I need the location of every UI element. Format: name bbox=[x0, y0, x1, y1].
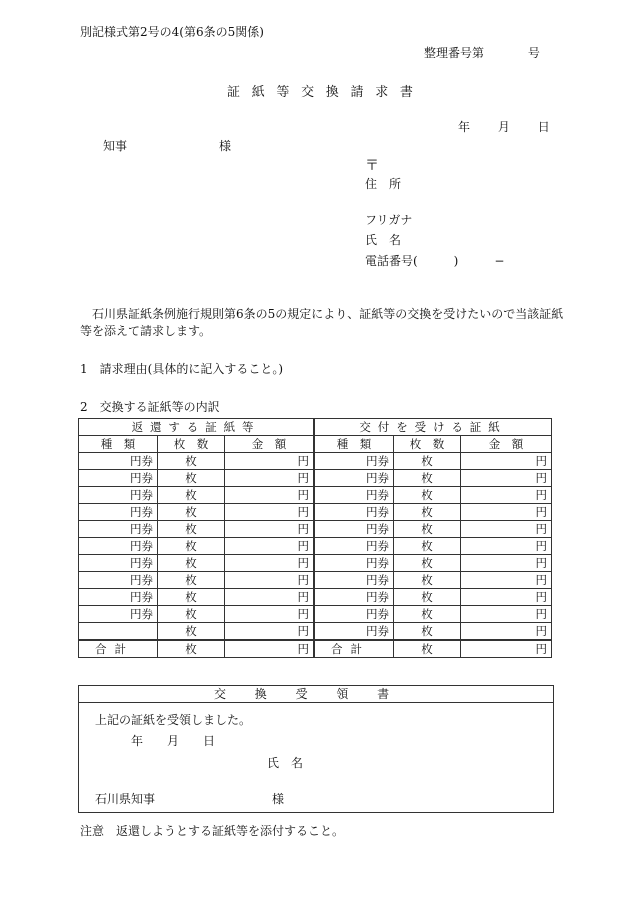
note: 注意 返還しようとする証紙等を添付すること。 bbox=[80, 824, 345, 838]
request-text-line1: 石川県証紙条例施行規則第6条の5の規定により、証紙等の交換を受けたいので当該証紙 bbox=[92, 307, 564, 321]
receive-amount-cell: 円 bbox=[461, 453, 552, 470]
receive-type-cell: 円券 bbox=[314, 572, 394, 589]
col-count: 枚 数 bbox=[394, 436, 461, 453]
receive-count-cell: 枚 bbox=[394, 623, 461, 641]
receive-amount-cell: 円 bbox=[461, 606, 552, 623]
receive-count-cell: 枚 bbox=[394, 487, 461, 504]
receive-amount-cell: 円 bbox=[461, 572, 552, 589]
receive-type-cell: 円券 bbox=[314, 589, 394, 606]
page-title: 証紙等交換請求書 bbox=[227, 85, 425, 100]
receive-count-cell: 枚 bbox=[394, 589, 461, 606]
receive-count-cell: 枚 bbox=[394, 538, 461, 555]
return-amount-cell: 円 bbox=[225, 589, 315, 606]
receive-type-cell: 円券 bbox=[314, 487, 394, 504]
return-type-cell: 円券 bbox=[79, 589, 158, 606]
receive-type-cell: 円券 bbox=[314, 538, 394, 555]
addressee: 知事 bbox=[103, 139, 128, 153]
table-row bbox=[79, 538, 552, 555]
section-reason: 1 請求理由(具体的に記入すること。) bbox=[80, 362, 283, 376]
col-amount: 金 額 bbox=[225, 436, 315, 453]
receive-type-cell: 円券 bbox=[314, 555, 394, 572]
receive-amount-cell: 円 bbox=[461, 589, 552, 606]
return-header: 返還する証紙等 bbox=[79, 419, 315, 436]
receive-type-cell: 円券 bbox=[314, 470, 394, 487]
receive-count-cell: 枚 bbox=[394, 504, 461, 521]
receive-count-cell: 枚 bbox=[394, 453, 461, 470]
return-type-cell: 円券 bbox=[79, 487, 158, 504]
return-count-cell: 枚 bbox=[158, 521, 225, 538]
return-count-cell: 枚 bbox=[158, 453, 225, 470]
return-count-cell: 枚 bbox=[158, 606, 225, 623]
col-count: 枚 数 bbox=[158, 436, 225, 453]
reference-number-label: 整理番号第 bbox=[424, 46, 485, 60]
furigana-label: フリガナ bbox=[365, 213, 413, 227]
return-amount-cell: 円 bbox=[225, 623, 315, 641]
receipt-name-label: 氏 名 bbox=[267, 756, 304, 770]
table-row bbox=[79, 487, 552, 504]
total-label: 合計 bbox=[79, 640, 158, 658]
return-type-cell: 円券 bbox=[79, 572, 158, 589]
return-count-cell: 枚 bbox=[158, 487, 225, 504]
receipt-honorific: 様 bbox=[272, 792, 285, 806]
return-type-cell: 円券 bbox=[79, 606, 158, 623]
return-count-cell: 枚 bbox=[158, 538, 225, 555]
receipt-title: 交換受領書 bbox=[79, 686, 553, 703]
return-count-cell: 枚 bbox=[158, 623, 225, 641]
section-breakdown: 2 交換する証紙等の内訳 bbox=[80, 400, 220, 414]
reference-number bbox=[424, 44, 540, 61]
phone-label: 電話番号( ) − bbox=[365, 254, 505, 268]
receive-amount-cell: 円 bbox=[461, 470, 552, 487]
receipt-box bbox=[78, 685, 554, 813]
receive-amount-cell: 円 bbox=[461, 487, 552, 504]
name-label: 氏 名 bbox=[365, 233, 402, 247]
receive-amount-cell: 円 bbox=[461, 504, 552, 521]
receive-type-cell: 円券 bbox=[314, 453, 394, 470]
date-day: 日 bbox=[537, 120, 550, 134]
receive-type-cell: 円券 bbox=[314, 521, 394, 538]
receive-count-cell: 枚 bbox=[394, 555, 461, 572]
table-row bbox=[79, 606, 552, 623]
return-count-cell: 枚 bbox=[158, 504, 225, 521]
table-row bbox=[79, 572, 552, 589]
request-text-line2: 等を添えて請求します。 bbox=[80, 324, 212, 338]
total-amount-unit: 円 bbox=[461, 640, 552, 658]
receive-count-cell: 枚 bbox=[394, 470, 461, 487]
return-type-cell: 円券 bbox=[79, 521, 158, 538]
col-type: 種 類 bbox=[79, 436, 158, 453]
return-type-cell bbox=[79, 623, 158, 641]
receipt-text: 上記の証紙を受領しました。 bbox=[95, 713, 252, 727]
return-type-cell: 円券 bbox=[79, 504, 158, 521]
addressee-honorific: 様 bbox=[219, 139, 232, 153]
table-row bbox=[79, 589, 552, 606]
table-row bbox=[79, 504, 552, 521]
receipt-date: 年 月 日 bbox=[131, 734, 216, 748]
table-row bbox=[79, 623, 552, 641]
total-amount-unit: 円 bbox=[225, 640, 315, 658]
exchange-table bbox=[78, 418, 552, 658]
total-label: 合計 bbox=[314, 640, 394, 658]
return-amount-cell: 円 bbox=[225, 606, 315, 623]
table-row bbox=[79, 521, 552, 538]
total-count-unit: 枚 bbox=[394, 640, 461, 658]
return-count-cell: 枚 bbox=[158, 589, 225, 606]
receipt-governor: 石川県知事 bbox=[95, 792, 156, 806]
date-year: 年 bbox=[458, 120, 471, 134]
return-amount-cell: 円 bbox=[225, 538, 315, 555]
address-label: 住 所 bbox=[365, 177, 402, 191]
receive-amount-cell: 円 bbox=[461, 538, 552, 555]
receive-count-cell: 枚 bbox=[394, 606, 461, 623]
date-month: 月 bbox=[497, 120, 510, 134]
reference-number-suffix: 号 bbox=[527, 46, 540, 60]
return-count-cell: 枚 bbox=[158, 555, 225, 572]
receive-amount-cell: 円 bbox=[461, 555, 552, 572]
receive-header: 交付を受ける証紙 bbox=[314, 419, 552, 436]
table-row bbox=[79, 453, 552, 470]
return-amount-cell: 円 bbox=[225, 504, 315, 521]
receive-amount-cell: 円 bbox=[461, 623, 552, 641]
receive-type-cell: 円券 bbox=[314, 504, 394, 521]
receive-count-cell: 枚 bbox=[394, 572, 461, 589]
return-type-cell: 円券 bbox=[79, 470, 158, 487]
receive-type-cell: 円券 bbox=[314, 606, 394, 623]
return-amount-cell: 円 bbox=[225, 555, 315, 572]
return-amount-cell: 円 bbox=[225, 487, 315, 504]
return-count-cell: 枚 bbox=[158, 572, 225, 589]
col-type: 種 類 bbox=[314, 436, 394, 453]
request-date bbox=[458, 118, 550, 135]
receive-amount-cell: 円 bbox=[461, 521, 552, 538]
table-row bbox=[79, 555, 552, 572]
return-type-cell: 円券 bbox=[79, 453, 158, 470]
return-count-cell: 枚 bbox=[158, 470, 225, 487]
form-label: 別記様式第2号の4(第6条の5関係) bbox=[80, 25, 264, 39]
postal-mark: 〒 bbox=[365, 158, 379, 174]
receive-type-cell: 円券 bbox=[314, 623, 394, 641]
return-amount-cell: 円 bbox=[225, 572, 315, 589]
table-row bbox=[79, 470, 552, 487]
return-type-cell: 円券 bbox=[79, 538, 158, 555]
return-amount-cell: 円 bbox=[225, 470, 315, 487]
total-count-unit: 枚 bbox=[158, 640, 225, 658]
return-amount-cell: 円 bbox=[225, 453, 315, 470]
col-amount: 金 額 bbox=[461, 436, 552, 453]
return-type-cell: 円券 bbox=[79, 555, 158, 572]
return-amount-cell: 円 bbox=[225, 521, 315, 538]
receive-count-cell: 枚 bbox=[394, 521, 461, 538]
